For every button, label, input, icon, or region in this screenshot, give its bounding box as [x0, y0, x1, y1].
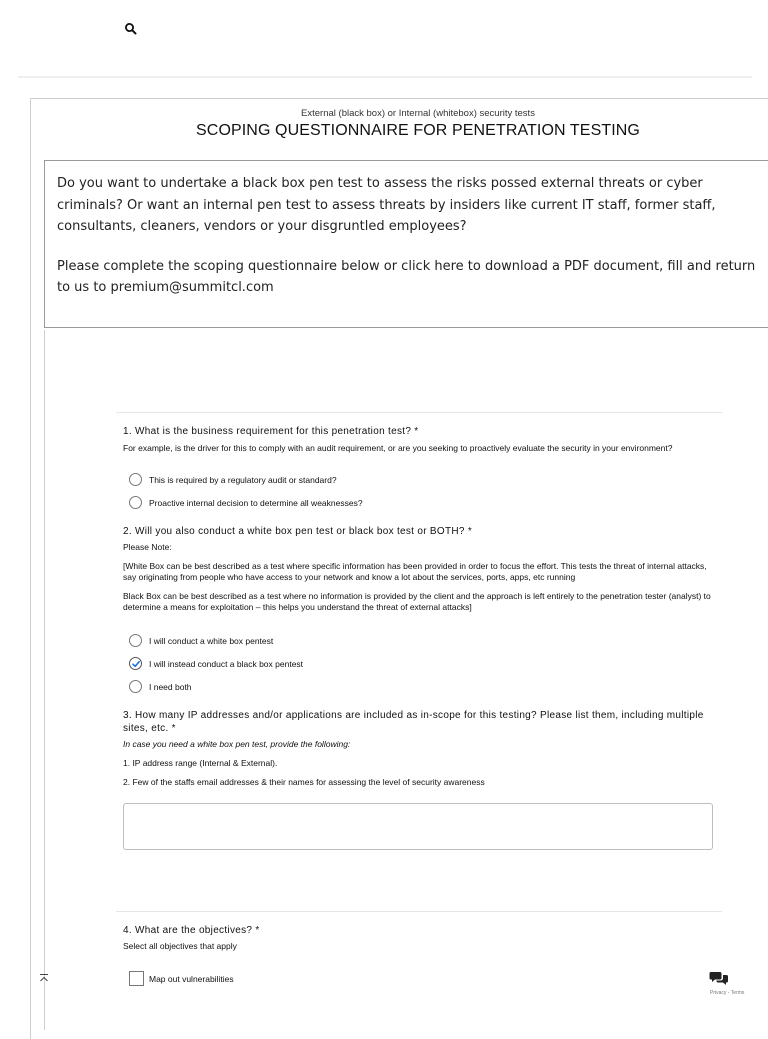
question-note: Select all objectives that apply — [123, 941, 237, 951]
intro-text — [57, 173, 757, 317]
radio-button[interactable] — [129, 680, 142, 693]
option-label: This is required by a regulatory audit or standard? — [149, 474, 337, 485]
question-4 — [123, 924, 723, 952]
question-title: 4. What are the objectives? * — [123, 925, 260, 936]
chat-bubbles-icon — [709, 970, 729, 986]
question-3 — [123, 709, 713, 788]
question-note: For example, is the driver for this to comply with an audit requirement, or are you seeking to proactively evaluate the security in your environment? — [123, 443, 673, 453]
option-label: I will conduct a white box pentest — [149, 635, 274, 646]
question-title: 1. What is the business requirement for this penetration test? * — [123, 426, 419, 437]
chat-widget[interactable] — [702, 964, 736, 1004]
option-label: Map out vulnerabilities — [149, 973, 234, 984]
intro-paragraph: Do you want to undertake a black box pen test to assess the risks possed external threats or cyber criminals? Or want an internal pen test to assess threats by insiders like current IT staff, former staff, consultants, cleaners, vendors or your disgruntled employees? — [57, 176, 716, 234]
option-label: I need both — [149, 681, 192, 692]
radio-option-proactive[interactable] — [129, 496, 363, 509]
list-item: 1. IP address range (Internal & External). — [123, 758, 278, 768]
form-subheading: External (black box) or Internal (whitebox) security tests — [301, 108, 535, 119]
question-note: [White Box can be best described as a test where specific information has been provided in order to focus the effort. This tests the threat of internal attacks, say originating from people who have access to your network and know a lot about the services, ports, apps, etc running — [123, 561, 707, 582]
question-note-heading: Please Note: — [123, 542, 172, 552]
option-label: I will instead conduct a black box pentest — [149, 658, 304, 669]
checkbox[interactable] — [129, 971, 144, 986]
question-title: 2. Will you also conduct a white box pen test or black box test or BOTH? * — [123, 526, 473, 537]
question-note: In case you need a white box pen test, provide the following: — [123, 739, 351, 749]
question-note: Black Box can be best described as a test where no information is provided by the client and the approach is left entirely to the penetration tester (analyst) to determine a means for exploitation – this helps you understand the threat of external attacks] — [123, 591, 711, 612]
radio-button[interactable] — [129, 634, 142, 647]
option-label: Proactive internal decision to determine all weaknesses? — [149, 497, 363, 508]
radio-button[interactable] — [129, 473, 142, 486]
scope-textarea[interactable] — [123, 803, 713, 850]
section-divider — [116, 911, 722, 912]
radio-option-white-box[interactable] — [129, 634, 273, 647]
list-item: 2. Few of the staffs email addresses & their names for assessing the level of security awareness — [123, 777, 485, 787]
radio-option-both[interactable] — [129, 680, 192, 693]
checkbox-option-map-vulnerabilities[interactable] — [129, 971, 234, 986]
section-divider — [116, 412, 722, 413]
check-icon — [131, 659, 141, 669]
radio-option-black-box[interactable] — [129, 657, 303, 670]
scroll-to-top-icon[interactable] — [38, 973, 50, 985]
question-2 — [123, 525, 723, 613]
radio-button-checked[interactable] — [129, 657, 142, 670]
header-divider — [18, 76, 752, 78]
form-left-border — [44, 330, 45, 1030]
question-1 — [123, 425, 723, 454]
question-title: 3. How many IP addresses and/or applications are included as in-scope for this testing? Please list them, including multiple sites, etc. * — [123, 710, 704, 734]
radio-option-regulatory[interactable] — [129, 473, 337, 486]
recaptcha-privacy-terms[interactable]: Privacy - Terms — [710, 990, 745, 996]
page-title: SCOPING QUESTIONNAIRE FOR PENETRATION TESTING — [196, 122, 640, 139]
search-icon[interactable] — [124, 22, 138, 36]
intro-paragraph: Please complete the scoping questionnaire below or click here to download a PDF document, fill and return to us to premium@summitcl.com — [57, 258, 756, 295]
radio-button[interactable] — [129, 496, 142, 509]
